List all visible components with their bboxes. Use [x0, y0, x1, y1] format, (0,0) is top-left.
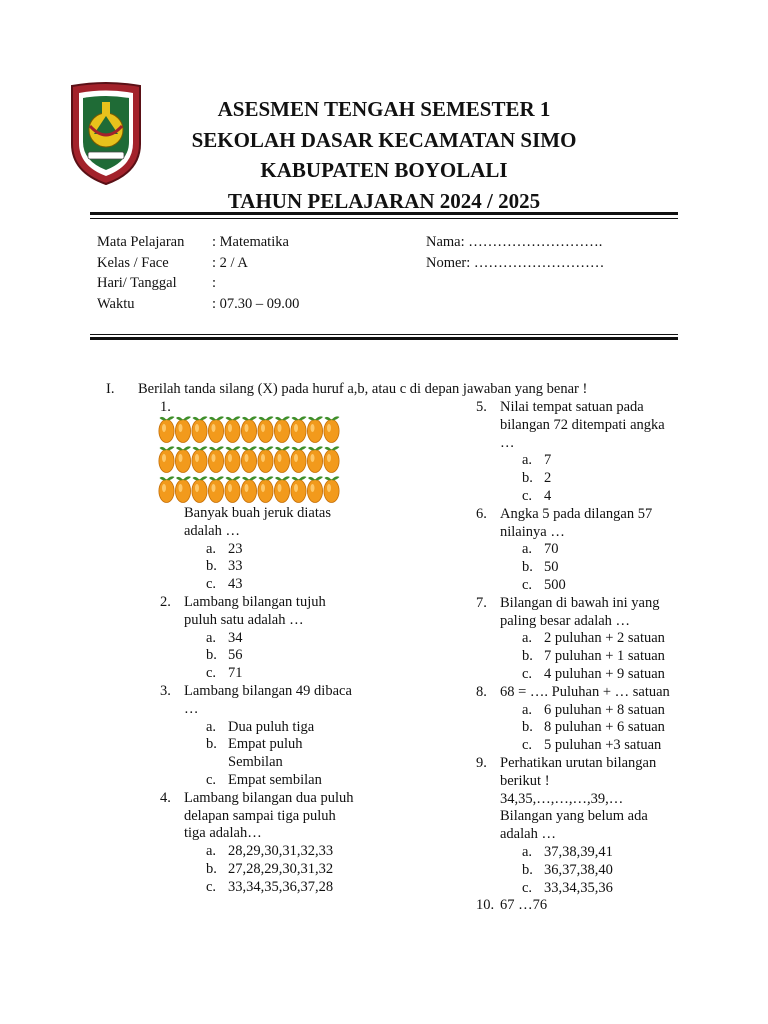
question-text: bilangan 72 ditempati angka [500, 416, 665, 433]
question-number: 10. [476, 897, 495, 914]
question-text: tiga adalah… [184, 825, 262, 842]
question-text: berikut ! [500, 772, 550, 789]
question-text: Bilangan yang belum ada [500, 808, 648, 825]
orange-fruit-icon [225, 416, 241, 442]
answer-option: c. 33,34,35,36,37,28 [206, 878, 334, 895]
orange-fruit-icon [175, 476, 191, 502]
answer-option: b. 56 [206, 647, 243, 664]
orange-fruit-icon [225, 476, 241, 502]
section-instruction: Berilah tanda silang (X) pada huruf a,b, atau c di depan jawaban yang benar ! [138, 381, 588, 397]
orange-fruit-icon [208, 416, 224, 442]
answer-option: b. 8 puluhan + 6 satuan [522, 719, 665, 736]
question-text: puluh satu adalah … [184, 611, 304, 628]
header-divider-thin [90, 218, 678, 219]
orange-fruit-icon [274, 446, 290, 472]
info-student [426, 232, 604, 273]
answer-option: c. 5 puluhan +3 satuan [522, 737, 662, 754]
title-line-2: SEKOLAH DASAR KECAMATAN SIMO [191, 127, 577, 152]
question-number: 3. [160, 682, 171, 699]
question-text: paling besar adalah … [500, 612, 631, 629]
question-text: … [184, 700, 199, 717]
question-4 [160, 790, 390, 843]
answer-option: c. 4 puluhan + 9 satuan [522, 665, 665, 682]
orange-fruit-icon [324, 476, 340, 502]
answer-option: b. 27,28,29,30,31,32 [206, 860, 334, 877]
question-text: … [500, 434, 515, 451]
orange-fruit-icon [192, 446, 208, 472]
answer-option: b. Empat puluh [206, 736, 303, 753]
answer-option: c. 43 [206, 576, 243, 593]
info-value-subject: : Matematika [212, 234, 289, 250]
orange-fruit-icon [208, 476, 224, 502]
question-number: 4. [160, 789, 171, 806]
answer-option: c. Empat sembilan [206, 771, 322, 788]
question-3 [160, 683, 390, 719]
answer-option: c. 33,34,35,36 [522, 879, 613, 896]
header-divider-thick [90, 212, 678, 215]
orange-fruit-icon [307, 476, 323, 502]
question-text: 68 = …. Puluhan + … satuan [500, 683, 670, 700]
question-text: Lambang bilangan 49 dibaca [184, 682, 352, 699]
title-line-4: TAHUN PELAJARAN 2024 / 2025 [227, 188, 541, 213]
orange-fruit-icon [175, 446, 191, 472]
question-8 [476, 684, 706, 702]
document-title [150, 94, 618, 216]
info-divider-thick [90, 337, 678, 340]
info-value-class: : 2 / A [212, 254, 248, 271]
question-7 [476, 595, 706, 631]
questions-left-column [160, 505, 390, 897]
orange-fruit-icon [192, 476, 208, 502]
orange-fruit-icon [274, 476, 290, 502]
question-text: Lambang bilangan dua puluh [184, 789, 354, 806]
orange-fruit-icon [291, 476, 307, 502]
question-text: 34,35,…,…,…,39,… [500, 790, 624, 807]
question-6 [476, 506, 706, 542]
answer-option: b. 7 puluhan + 1 satuan [522, 648, 665, 665]
info-value-time: : 07.30 – 09.00 [212, 295, 300, 312]
question-text: Bilangan di bawah ini yang [500, 594, 660, 611]
question-10 [476, 897, 706, 915]
question-text: Banyak buah jeruk diatas [184, 505, 331, 521]
info-label-class: Kelas / Face [97, 254, 169, 271]
question-5 [476, 399, 706, 452]
answer-option-continued: Sembilan [228, 754, 283, 771]
question-9 [476, 755, 706, 844]
orange-fruit-icon [225, 446, 241, 472]
answer-option: c. 500 [522, 576, 566, 593]
student-name-field: Nama: ………………………. [426, 234, 603, 250]
info-divider-thin [90, 334, 678, 335]
answer-option: a. 7 [522, 452, 552, 469]
question-number: 6. [476, 505, 487, 522]
info-label-subject: Mata Pelajaran [97, 234, 185, 250]
answer-option: b. 36,37,38,40 [522, 861, 613, 878]
answer-option: a. 2 puluhan + 2 satuan [522, 630, 665, 647]
orange-fruit-icon [175, 416, 191, 442]
orange-fruit-icon [159, 446, 175, 472]
question-text: Lambang bilangan tujuh [184, 593, 326, 610]
question-1-number: 1. [160, 399, 171, 415]
orange-fruit-icon [274, 416, 290, 442]
orange-fruit-icon [241, 476, 257, 502]
question-text: Nilai tempat satuan pada [500, 399, 644, 415]
question-text: adalah … [184, 522, 240, 539]
question-number: 8. [476, 683, 487, 700]
orange-fruit-icon [258, 476, 274, 502]
orange-fruit-icon [159, 416, 175, 442]
school-crest-logo [68, 82, 144, 186]
section-number: I. [106, 381, 115, 397]
title-line-3: KABUPATEN BOYOLALI [260, 158, 508, 182]
orange-fruit-icon [291, 446, 307, 472]
question-text: nilainya … [500, 523, 565, 540]
answer-option: a. Dua puluh tiga [206, 718, 315, 735]
orange-fruit-icon [258, 416, 274, 442]
orange-fruit-icon [324, 446, 340, 472]
question-number: 2. [160, 593, 171, 610]
question-text: Angka 5 pada dilangan 57 [500, 505, 653, 522]
info-value-date: : [212, 275, 217, 291]
answer-option: b. 2 [522, 470, 552, 487]
info-label-date: Hari/ Tanggal [97, 275, 177, 291]
answer-option: b. 33 [206, 558, 243, 575]
orange-fruit-icon [291, 416, 307, 442]
orange-fruit-icon [159, 476, 175, 502]
orange-fruit-illustration [158, 415, 344, 505]
orange-fruit-icon [324, 416, 340, 442]
answer-option: a. 34 [206, 629, 243, 646]
orange-fruit-icon [241, 416, 257, 442]
answer-option: a. 6 puluhan + 8 satuan [522, 701, 665, 718]
answer-option: c. 4 [522, 487, 552, 504]
answer-option: a. 37,38,39,41 [522, 843, 613, 860]
question-number: 5. [476, 399, 487, 415]
info-label-time: Waktu [97, 295, 135, 312]
info-labels [97, 232, 184, 314]
answer-option: a. 28,29,30,31,32,33 [206, 843, 334, 860]
question-number: 9. [476, 754, 487, 771]
orange-fruit-icon [258, 446, 274, 472]
question-number: 7. [476, 594, 487, 611]
answer-option: a. 70 [522, 541, 559, 558]
orange-fruit-icon [307, 416, 323, 442]
question-2 [160, 594, 390, 630]
question-text: adalah … [500, 826, 556, 843]
questions-right-column [476, 399, 706, 915]
title-line-1: ASESMEN TENGAH SEMESTER 1 [217, 97, 551, 121]
orange-fruit-icon [241, 446, 257, 472]
answer-option: c. 71 [206, 665, 243, 682]
orange-fruit-icon [208, 446, 224, 472]
info-values [212, 232, 299, 314]
orange-fruit-icon [192, 416, 208, 442]
answer-option: a. 23 [206, 540, 243, 557]
answer-option: b. 50 [522, 559, 559, 576]
student-number-field: Nomer: ……………………… [426, 254, 605, 271]
orange-fruit-icon [307, 446, 323, 472]
question-text: Perhatikan urutan bilangan [500, 754, 657, 771]
question-1 [160, 505, 390, 541]
question-text: 67 …76 [500, 897, 548, 914]
question-text: delapan sampai tiga puluh [184, 807, 336, 824]
